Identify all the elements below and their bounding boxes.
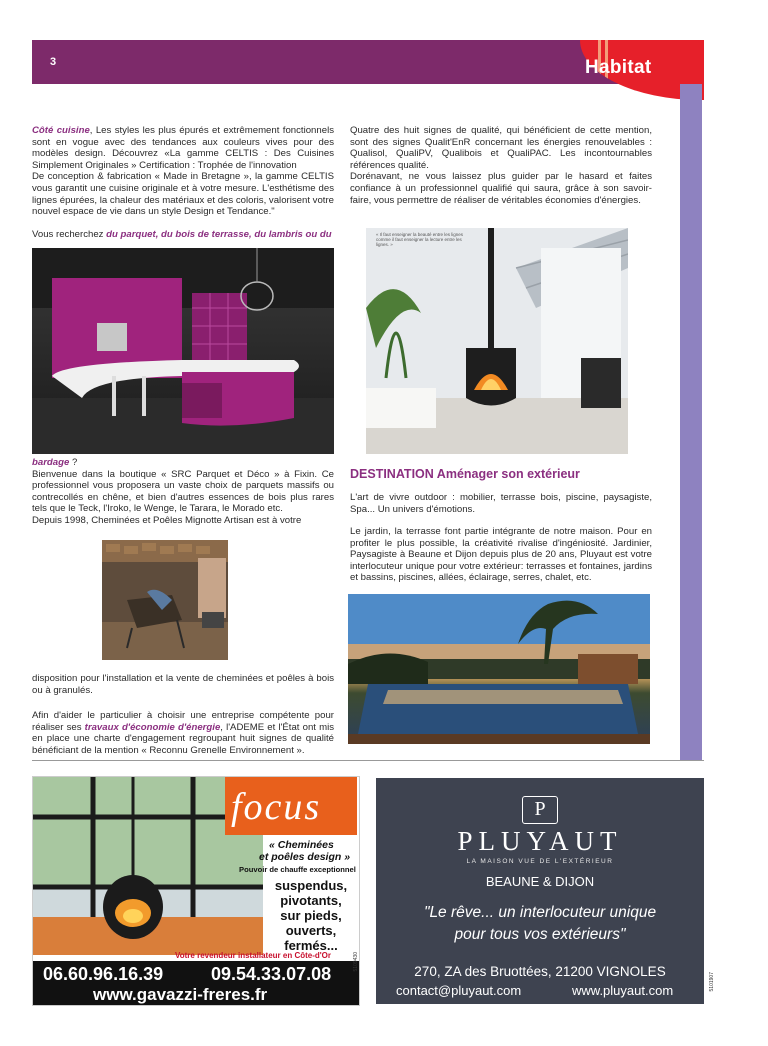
- kitchen-illustration: [32, 248, 334, 454]
- pluyaut-tagline: LA MAISON VUE DE L'EXTÉRIEUR: [466, 858, 614, 865]
- focus-features: [261, 878, 360, 953]
- energy-highlight: travaux d'économie d'énergie: [84, 721, 221, 733]
- right-color-band: [680, 84, 702, 760]
- focus-tagline-1: « Cheminées: [269, 839, 334, 851]
- pluyaut-ad[interactable]: [376, 778, 704, 1004]
- outdoor-intro: [350, 492, 652, 515]
- fireplace-photo: [366, 228, 628, 454]
- pluyaut-cities: BEAUNE & DIJON: [485, 874, 595, 889]
- living-room-photo: [102, 540, 228, 660]
- pluyaut-quote-1: "Le rêve... un interlocuteur unique: [423, 904, 657, 921]
- pluyaut-code: 5101907: [709, 972, 715, 992]
- focus-feature: sur pieds,: [280, 908, 342, 923]
- quality-body-2: Dorénavant, ne vous laissez plus guider par le hasard et faites confiance à un professionnel qualifié qui saura, grâce à son savoir-faire, vous permettre de réaliser de véritables économies d'énergies.: [350, 171, 652, 206]
- focus-installer: Votre revendeur installateur en Côte-d'Or: [175, 951, 332, 960]
- mignotte-body: disposition pour l'installation et la vente de cheminées et poêles à bois ou à granulés.: [32, 673, 334, 696]
- kitchen-lead: Côté cuisine: [32, 125, 90, 136]
- destination-title-b: Aménager son extérieur: [433, 467, 580, 481]
- garden-article: [350, 526, 652, 584]
- kitchen-body: , Les styles les plus épurés et extrêmement fonctionnels sont en vogue avec des tendances aux couleurs vives pour des modèles design. Découvrez «La gamme CELTIS : Des Cuisines Simplement Originales » Certification : Trophée de l'innovation: [32, 125, 334, 171]
- garden-body: Le jardin, la terrasse font partie intégrante de notre maison. Pour en profiter le plus possible, la créativité rivalise d'ingéniosité. Jardinier, Paysagiste à Beaune et Dijon depuis plus de 20 ans, Pluyaut est votre interlocuteur unique pour votre extérieur: terrasses et fontaines, jardins et bassins, piscines, allées, éclairage, serres, chalet, etc.: [350, 526, 652, 584]
- pool-illustration: [348, 594, 650, 744]
- mignotte-intro: Depuis 1998, Cheminées et Poêles Mignotte Artisan est à votre: [32, 514, 302, 526]
- fireplace-caption: « Il faut enseigner la beauté entre les lignes comme il faut enseigner la lecture entre les lignes. »: [376, 232, 464, 247]
- ads-separator: [32, 760, 704, 761]
- pluyaut-logo: PLUYAUT: [457, 826, 623, 856]
- energy-body-a: Afin d'aider le particulier à choisir une entreprise compétente pour réaliser ses: [32, 710, 334, 733]
- focus-phone-1[interactable]: 06.60.96.16.39: [43, 964, 164, 984]
- focus-website[interactable]: www.gavazzi-freres.fr: [93, 985, 268, 1004]
- pluyaut-email[interactable]: contact@pluyaut.com: [396, 983, 522, 998]
- focus-feature: ouverts,: [285, 923, 337, 938]
- pool-photo: [348, 594, 650, 744]
- kitchen-body-2: De conception & fabrication « Made in Bretagne », la gamme CELTIS vous garantit une cuisine originale et à votre mesure. L'esthétisme des lignes épurées, la chaleur des matériaux et des coloris, valorisent votre nouvel espace de vie dans un style Design et Tendance.": [32, 171, 334, 218]
- focus-feature: fermés...: [284, 938, 338, 953]
- focus-logo: focus: [231, 786, 322, 828]
- parquet-intro: [32, 229, 334, 241]
- mignotte-article: [32, 673, 334, 696]
- parquet-intro-text: Vous recherchez: [32, 229, 107, 240]
- bardage-highlight: bardage: [32, 457, 70, 468]
- question-mark: ?: [69, 457, 78, 468]
- kitchen-photo: [32, 248, 334, 454]
- pluyaut-website[interactable]: www.pluyaut.com: [572, 983, 674, 998]
- focus-ad[interactable]: [32, 776, 360, 1006]
- parquet-body: Bienvenue dans la boutique « SRC Parquet et Déco » à Fixin. Ce professionnel vous proposera un vaste choix de parquets massifs ou contrecollés en chêne, et bien d'autres essences de bois plus rares tels que le Teck, l'Iroko, le Wenge, le Tarara, le Morado etc.: [32, 468, 334, 515]
- page-number: 3: [50, 56, 57, 68]
- section-title: Habitat: [585, 57, 652, 78]
- focus-code: 5109430: [353, 952, 359, 972]
- living-room-illustration: [102, 540, 228, 660]
- quality-article: [350, 125, 652, 206]
- article-kitchen: [32, 125, 334, 218]
- focus-feature: pivotants,: [280, 893, 342, 908]
- focus-subtitle: Pouvoir de chauffe exceptionnel: [239, 865, 356, 874]
- outdoor-intro-text: L'art de vivre outdoor : mobilier, terrasse bois, piscine, paysagiste, Spa... Un univers d'émotions.: [350, 492, 652, 515]
- focus-tagline-2: et poêles design »: [259, 851, 351, 863]
- destination-title: [350, 467, 580, 481]
- focus-feature: suspendus,: [274, 878, 348, 893]
- pluyaut-monogram: P: [534, 798, 546, 820]
- focus-phone-2[interactable]: 09.54.33.07.08: [211, 964, 332, 984]
- parquet-article: [32, 457, 334, 527]
- energy-article: [32, 710, 334, 756]
- destination-title-a: DESTINATION: [350, 467, 434, 481]
- pluyaut-quote-2: pour tous vos extérieurs": [454, 926, 626, 943]
- parquet-highlight: du parquet, du bois de terrasse, du lambris ou du: [106, 229, 332, 240]
- fireplace-illustration: [366, 228, 628, 454]
- energy-body-b: , l'ADEME et l'État ont mis en place une charte d'engagement regroupant huit signes de qualité bénéficiant de la mention « Reconnu Grenelle Environnement ».: [32, 721, 335, 756]
- quality-body: Quatre des huit signes de qualité, qui bénéficient de cette mention, sont des signes Qualit'EnR concernant les énergies renouvelables : Qualisol, QualiPV, Qualibois et QualiPAC. Les incontournables références qualité.: [350, 125, 652, 171]
- pluyaut-address: 270, ZA des Bruottées, 21200 VIGNOLES: [414, 964, 666, 979]
